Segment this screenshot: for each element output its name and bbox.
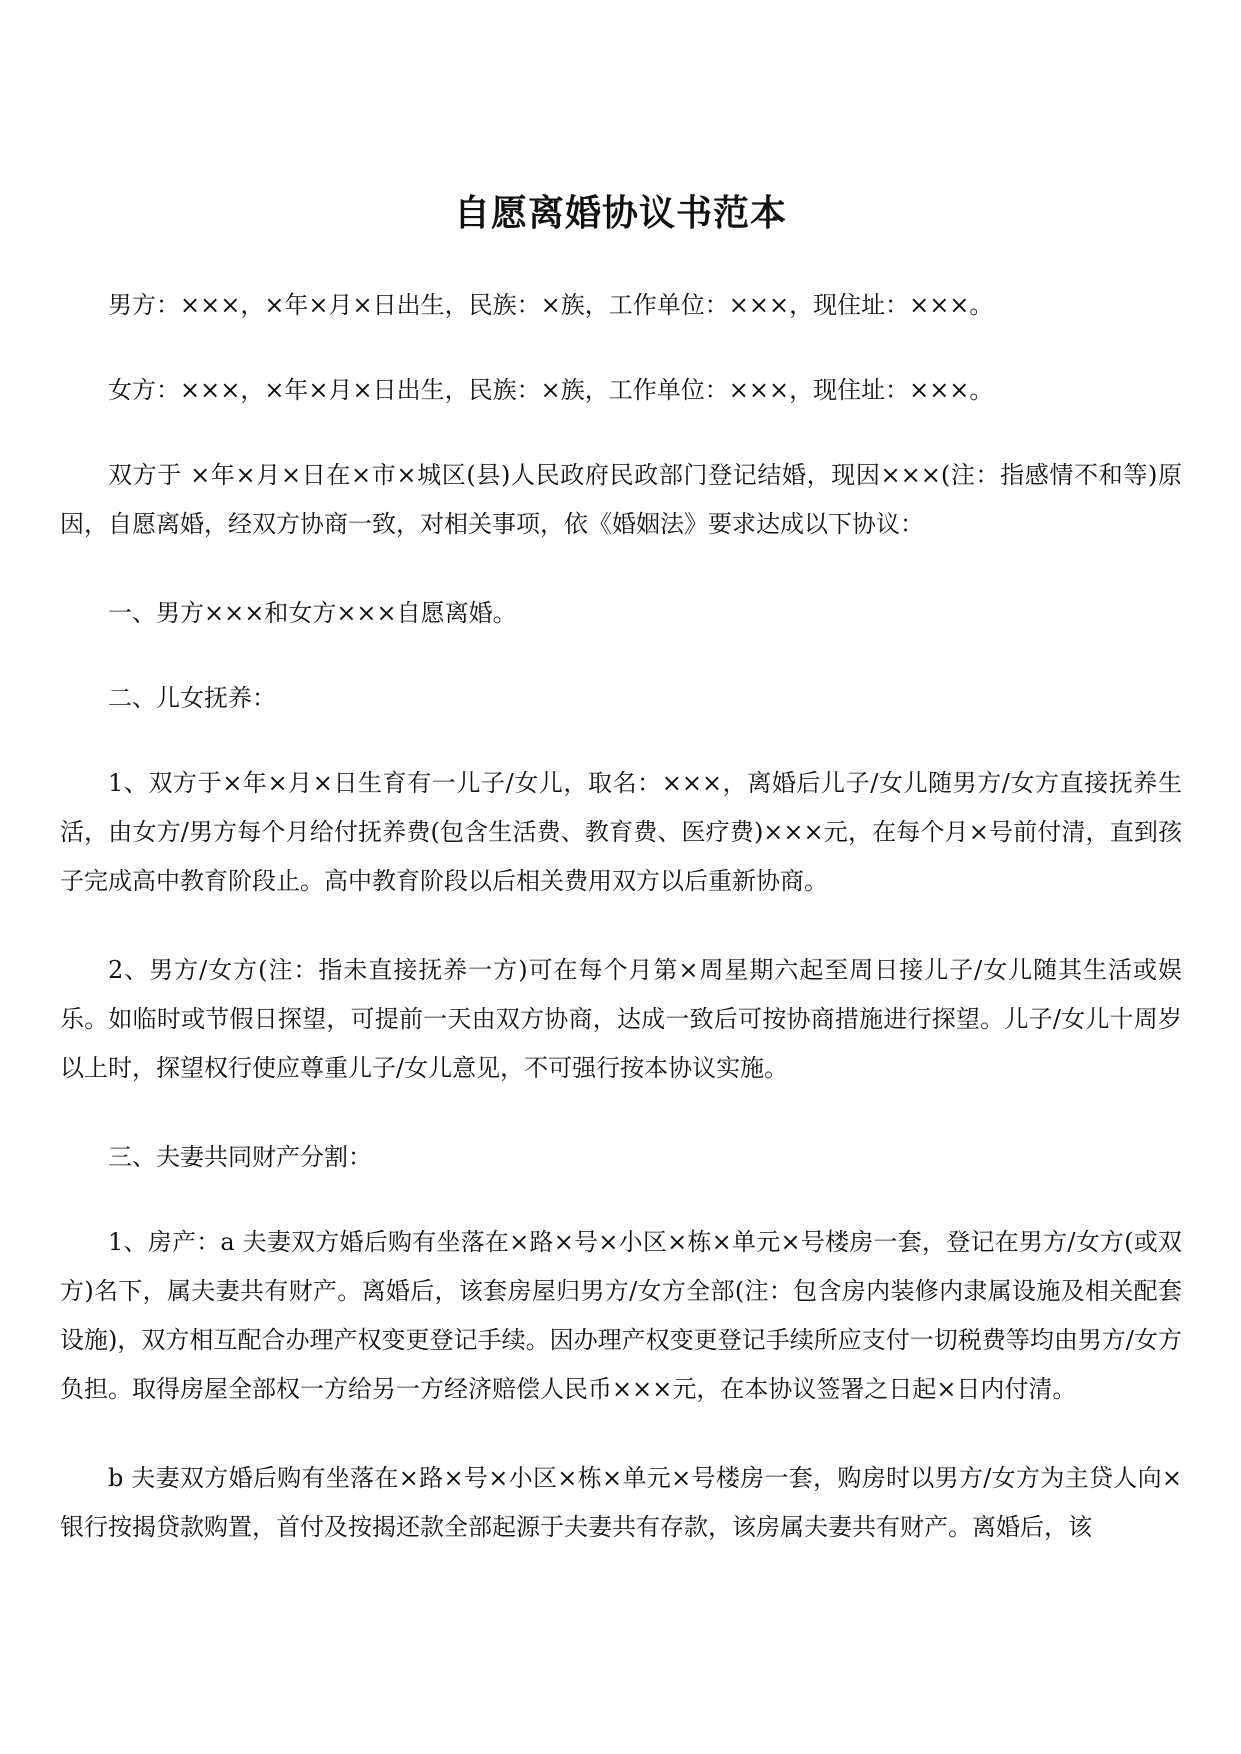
paragraph-male-party: 男方：×××，×年×月×日出生，民族：×族，工作单位：×××，现住址：×××。	[108, 291, 994, 319]
paragraph-clause-divorce: 一、男方×××和女方×××自愿离婚。	[108, 599, 517, 627]
document-body	[60, 281, 1182, 1592]
paragraph-visitation: 2、男方/女方(注：指未直接抚养一方)可在每个月第×周星期六起至周日接儿子/女儿随其生活或娱乐。如临时或节假日探望，可提前一天由双方协商，达成一致后可按协商措施进行探望。儿子/女儿十周岁以上时，探望权行使应尊重儿子/女儿意见，不可强行按本协议实施。	[60, 956, 1182, 1082]
paragraph-property-b: b 夫妻双方婚后购有坐落在×路×号×小区×栋×单元×号楼房一套，购房时以男方/女方为主贷人向×银行按揭贷款购置，首付及按揭还款全部起源于夫妻共有存款，该房属夫妻共有财产。离婚后，该	[60, 1464, 1182, 1541]
paragraph-female-party: 女方：×××，×年×月×日出生，民族：×族，工作单位：×××，现住址：×××。	[108, 376, 994, 404]
paragraph-heading-child-custody: 二、儿女抚养：	[108, 684, 276, 712]
document-title: 自愿离婚协议书范本	[453, 192, 787, 234]
paragraph-property-a: 1、房产：a 夫妻双方婚后购有坐落在×路×号×小区×栋×单元×号楼房一套，登记在男方/女方(或双方)名下，属夫妻共有财产。离婚后，该套房屋归男方/女方全部(注：包含房内装修内隶属设施及相关配套设施)，双方相互配合办理产权变更登记手续。因办理产权变更登记手续所应支付一切税费等均由男方/女方负担。取得房屋全部权一方给另一方经济赔偿人民币×××元，在本协议签署之日起×日内付清。	[60, 1228, 1182, 1403]
paragraph-child-support: 1、双方于×年×月×日生育有一儿子/女儿，取名：×××，离婚后儿子/女儿随男方/女方直接抚养生活，由女方/男方每个月给付抚养费(包含生活费、教育费、医疗费)×××元，在每个月×号前付清，直到孩子完成高中教育阶段止。高中教育阶段以后相关费用双方以后重新协商。	[60, 769, 1182, 895]
paragraph-heading-property: 三、夫妻共同财产分割：	[108, 1143, 372, 1171]
paragraph-marriage-info: 双方于 ×年×月×日在×市×城区(县)人民政府民政部门登记结婚，现因×××(注：指感情不和等)原因，自愿离婚，经双方协商一致，对相关事项，依《婚姻法》要求达成以下协议：	[60, 461, 1182, 538]
